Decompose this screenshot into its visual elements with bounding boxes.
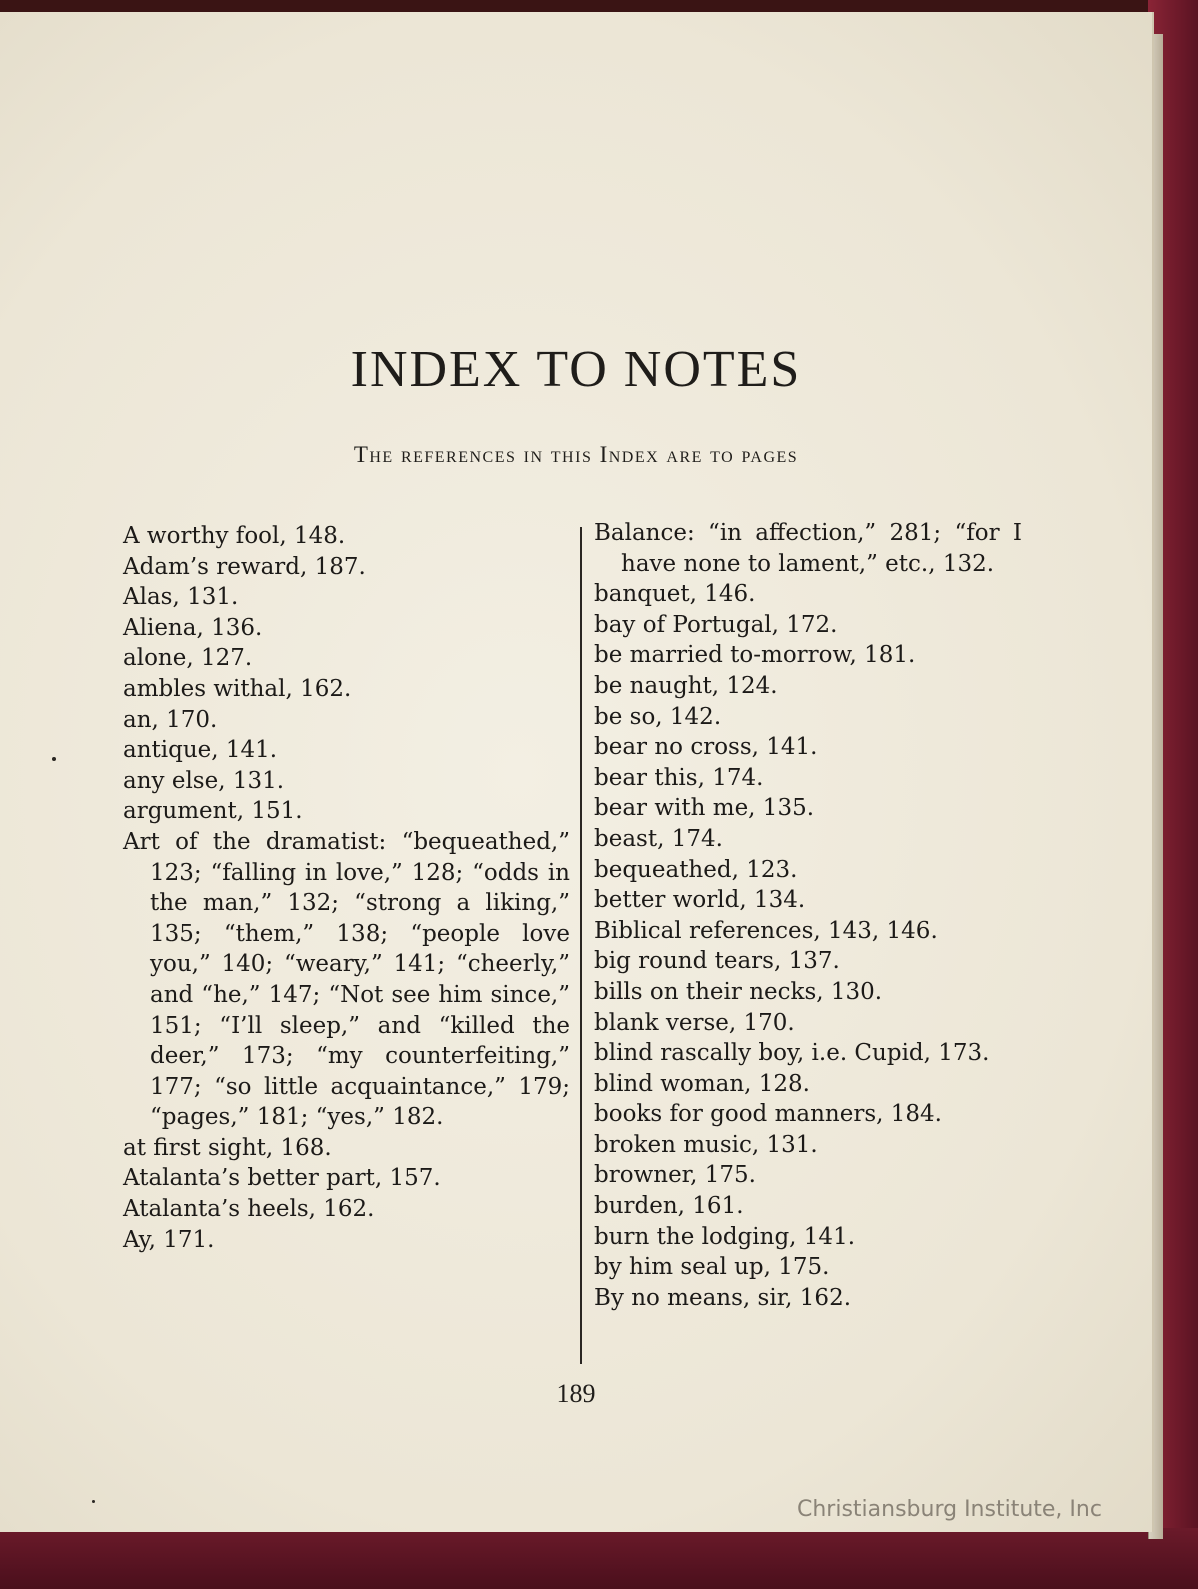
- page-title: INDEX TO NOTES: [350, 341, 802, 398]
- index-entry: Art of the dramatist: “bequeathed,” 123; “falling in love,” 128; “odds in the man,” 132; “strong a liking,” 135; “them,” 138; “people love you,” 140; “weary,” 141; “cheerly,” and “he,” 147; “Not see him since,” 151; “I’ll sleep,” and “killed the deer,” 173; “my counterfeiting,” 177; “so little acquaintance,” 179; “pages,” 181; “yes,” 182.: [123, 828, 570, 1131]
- index-entry: bills on their necks, 130.: [594, 978, 883, 1005]
- index-entry: beast, 174.: [594, 825, 723, 852]
- index-entry: burn the lodging, 141.: [594, 1223, 856, 1250]
- index-entry: books for good manners, 184.: [594, 1101, 942, 1128]
- index-entry: blind rascally boy, i.e. Cupid, 173.: [594, 1040, 990, 1067]
- index-entry: A worthy fool, 148.: [123, 523, 346, 549]
- index-entry: Atalanta’s heels, 162.: [123, 1196, 375, 1223]
- index-entry: be married to-morrow, 181.: [594, 642, 916, 669]
- index-entry: Alas, 131.: [123, 584, 239, 611]
- ink-speck: [92, 1500, 95, 1503]
- index-entry: better world, 134.: [594, 887, 806, 914]
- index-entry: blank verse, 170.: [594, 1009, 795, 1036]
- index-entry: bear no cross, 141.: [594, 734, 818, 761]
- index-entry: any else, 131.: [123, 767, 285, 794]
- index-entry: an, 170.: [123, 706, 218, 733]
- index-entry: be naught, 124.: [594, 672, 778, 699]
- index-entry: Atalanta’s better part, 157.: [123, 1165, 441, 1192]
- index-entry: by him seal up, 175.: [594, 1254, 830, 1281]
- index-entry: be so, 142.: [594, 703, 722, 730]
- index-entry: By no means, sir, 162.: [594, 1284, 852, 1311]
- index-entry: Aliena, 136.: [123, 614, 263, 641]
- book-page: [0, 12, 1154, 1532]
- index-entry: alone, 127.: [123, 645, 253, 672]
- index-entry: broken music, 131.: [594, 1131, 818, 1158]
- index-entry: Adam’s reward, 187.: [123, 553, 366, 580]
- index-entry: bequeathed, 123.: [594, 856, 798, 883]
- index-entry: bay of Portugal, 172.: [594, 611, 838, 638]
- index-entry: blind woman, 128.: [594, 1070, 810, 1097]
- index-entry: Ay, 171.: [123, 1226, 215, 1253]
- index-entry: Balance: “in affection,” 281; “for I have none to lament,” etc., 132.: [594, 520, 1022, 577]
- page-number: 189: [556, 1379, 596, 1408]
- index-entry: browner, 175.: [594, 1162, 756, 1189]
- column-divider: [580, 527, 582, 1364]
- index-entry: bear this, 174.: [594, 764, 764, 791]
- index-entry: at first sight, 168.: [123, 1134, 332, 1161]
- index-entry: bear with me, 135.: [594, 795, 815, 822]
- index-entry: Biblical references, 143, 146.: [594, 917, 938, 944]
- index-left-column: [123, 521, 570, 1255]
- book-cover-bottom: [0, 1528, 1198, 1589]
- watermark: Christiansburg Institute, Inc: [797, 1497, 1102, 1522]
- index-right-column: [594, 518, 1022, 1313]
- index-entry: argument, 151.: [123, 798, 303, 825]
- index-entry: ambles withal, 162.: [123, 675, 352, 702]
- index-entry: burden, 161.: [594, 1193, 744, 1220]
- index-entry: banquet, 146.: [594, 581, 756, 608]
- ink-speck: [52, 757, 56, 761]
- index-entry: big round tears, 137.: [594, 948, 840, 975]
- page-subtitle: The references in this Index are to pages: [353, 442, 799, 467]
- index-entry: antique, 141.: [123, 737, 278, 764]
